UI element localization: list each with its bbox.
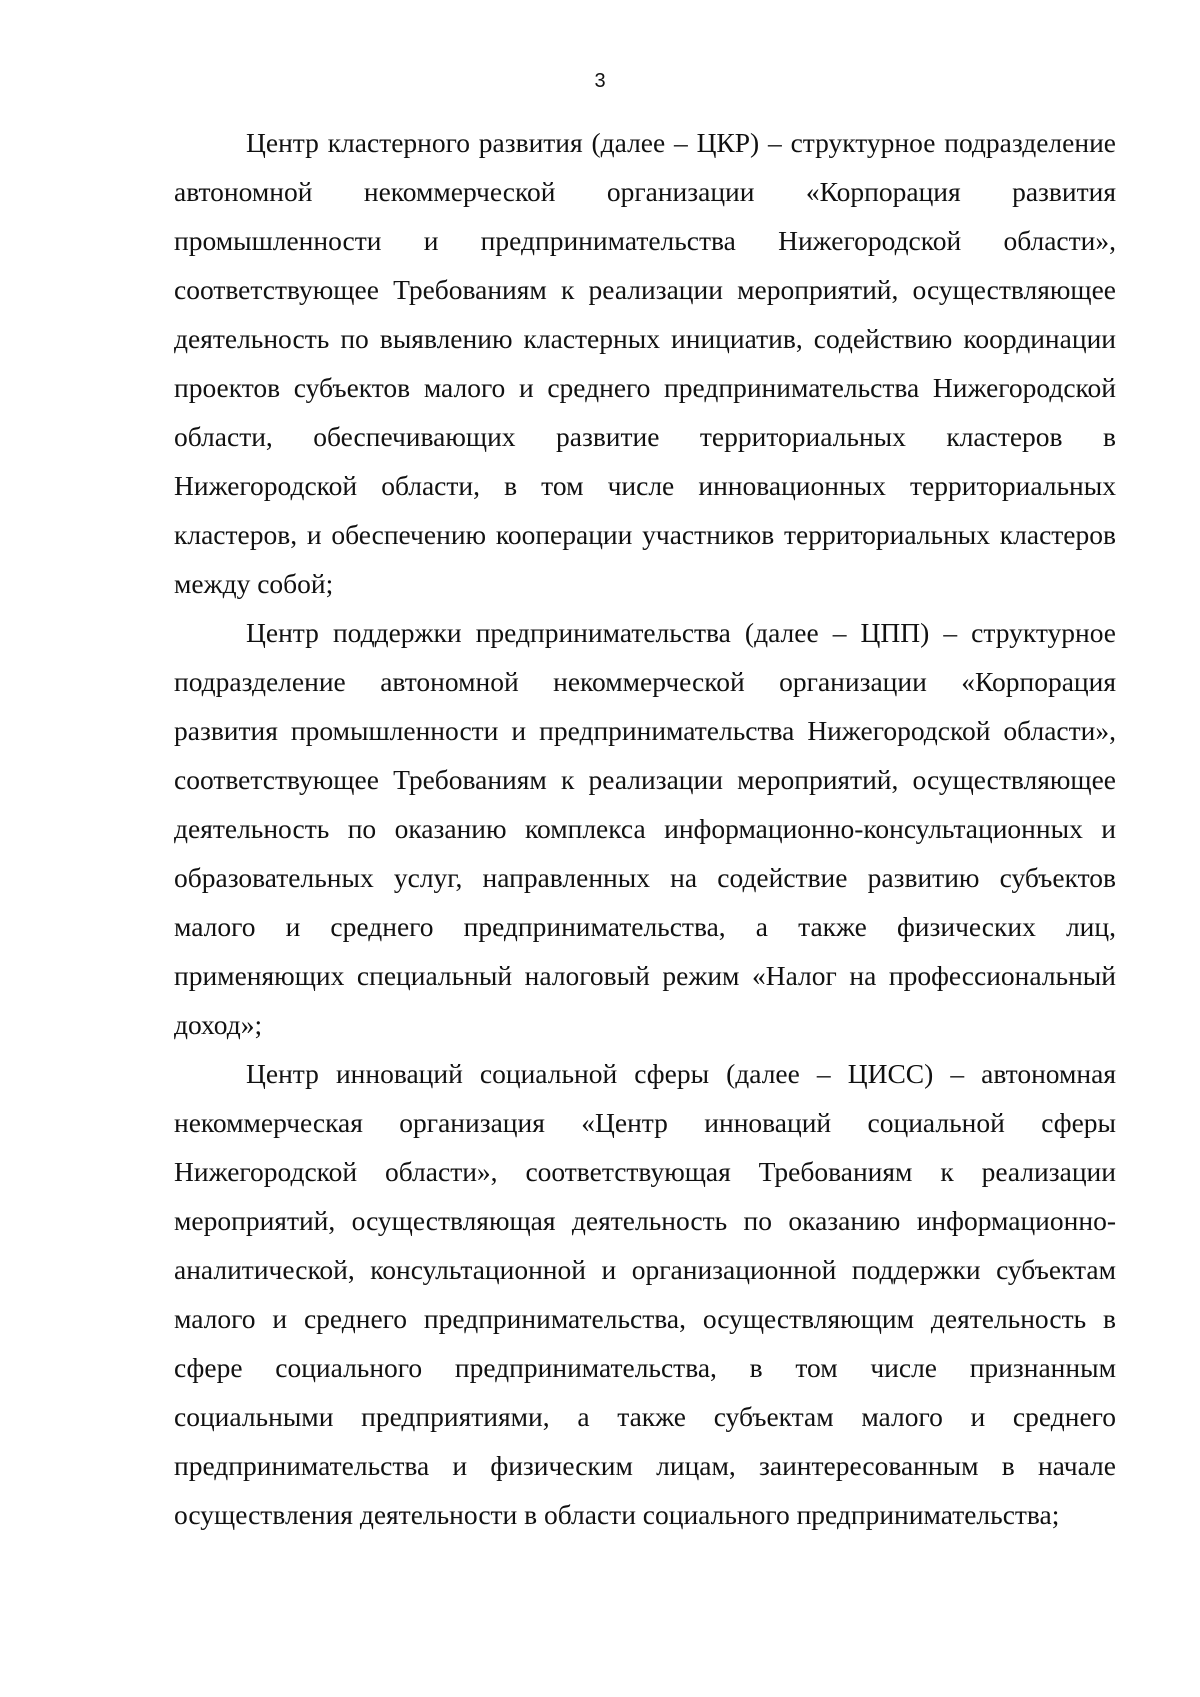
paragraph-ciss-definition: Центр инноваций социальной сферы (далее – ЦИСС) – автономная некоммерческая организация «Центр инноваций социальной сферы Нижегородской области», соответствующая Требованиям к реализации мероприятий, осуществляющая деятельность по оказанию информационно-аналитической, консультационной и организационной поддержки субъектам малого и среднего предпринимательства, осуществляющим деятельность в сфере социального предпринимательства, в том числе признанным социальными предприятиями, а также субъектам малого и среднего предпринимательства и физическим лицам, заинтересованным в начале осуществления деятельности в области социального предпринимательства;	[174, 1058, 1116, 1530]
page-number: 3	[594, 70, 606, 92]
document-body	[174, 118, 1116, 1539]
paragraph-ckr-definition: Центр кластерного развития (далее – ЦКР) – структурное подразделение автономной некоммерческой организации «Корпорация развития промышленности и предпринимательства Нижегородской области», соответствующее Требованиям к реализации мероприятий, осуществляющее деятельность по выявлению кластерных инициатив, содействию координации проектов субъектов малого и среднего предпринимательства Нижегородской области, обеспечивающих развитие территориальных кластеров в Нижегородской области, в том числе инновационных территориальных кластеров, и обеспечению кооперации участников территориальных кластеров между собой;	[174, 127, 1116, 599]
paragraph-cpp-definition: Центр поддержки предпринимательства (далее – ЦПП) – структурное подразделение автономной некоммерческой организации «Корпорация развития промышленности и предпринимательства Нижегородской области», соответствующее Требованиям к реализации мероприятий, осуществляющее деятельность по оказанию комплекса информационно-консультационных и образовательных услуг, направленных на содействие развитию субъектов малого и среднего предпринимательства, а также физических лиц, применяющих специальный налоговый режим «Налог на профессиональный доход»;	[174, 617, 1116, 1040]
